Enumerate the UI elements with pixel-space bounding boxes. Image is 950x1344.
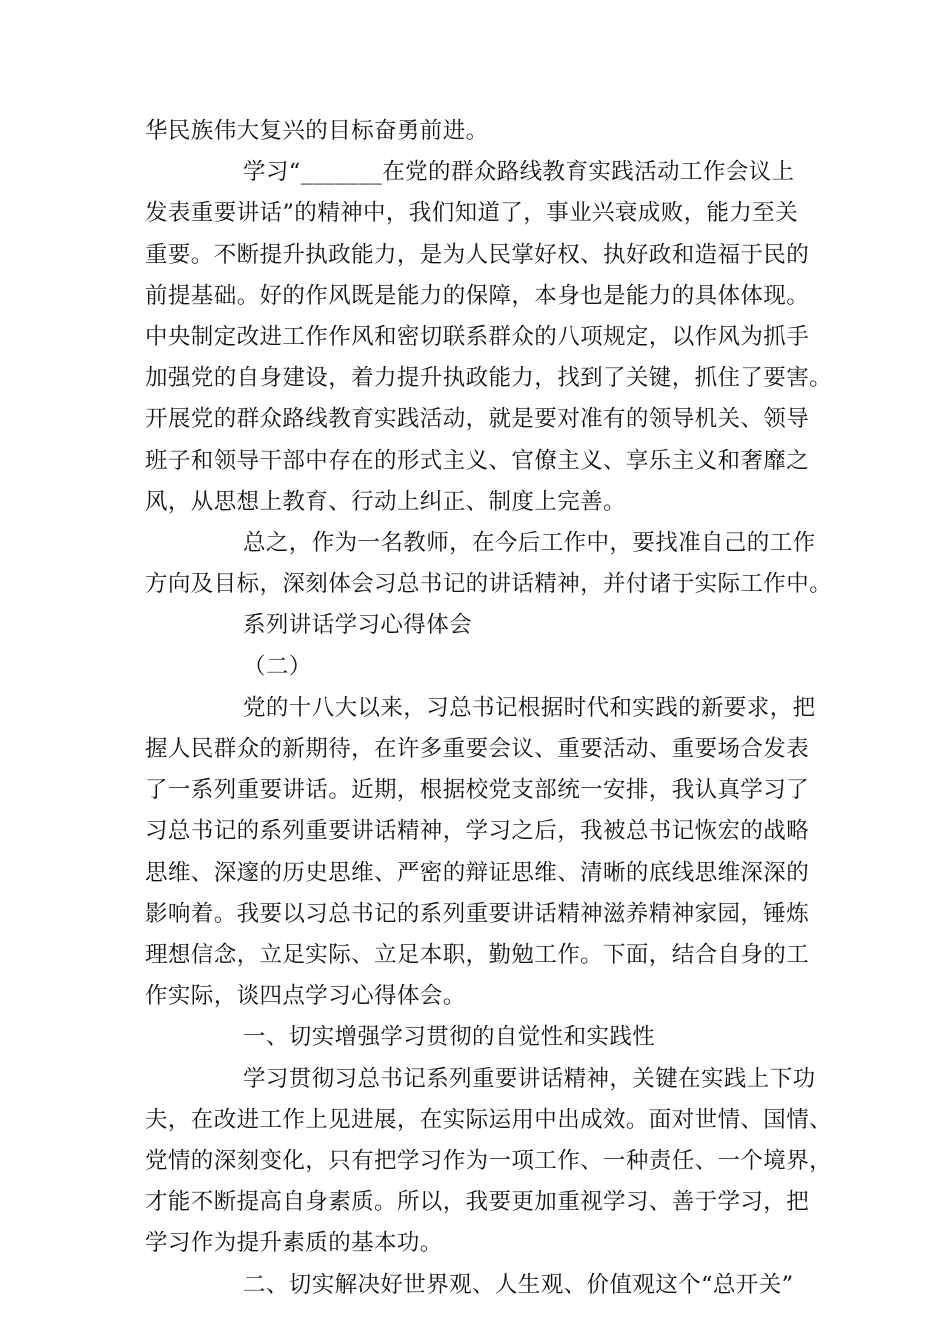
text-line: 才能不断提高自身素质。所以，我要更加重视学习、善于学习，把 bbox=[145, 1189, 810, 1215]
text-line: 党情的深刻变化，只有把学习作为一项工作、一种责任、一个境界， bbox=[145, 1148, 833, 1174]
text-line: 握人民群众的新期待，在许多重要会议、重要活动、重要场合发表 bbox=[145, 736, 810, 762]
text-line: 华民族伟大复兴的目标奋勇前进。 bbox=[145, 118, 489, 144]
text-line: 党的十八大以来，习总书记根据时代和实践的新要求，把 bbox=[243, 695, 816, 721]
text-line: 中央制定改进工作作风和密切联系群众的八项规定，以作风为抓手 bbox=[145, 324, 810, 350]
text-line: 班子和领导干部中存在的形式主义、官僚主义、享乐主义和奢靡之 bbox=[145, 448, 810, 474]
section-number: （二） bbox=[243, 654, 312, 680]
text-line: 发表重要讲话”的精神中，我们知道了，事业兴衰成败，能力至关 bbox=[145, 200, 799, 226]
text-line: 学习作为提升素质的基本功。 bbox=[145, 1230, 443, 1256]
text-line: 重要。不断提升执政能力，是为人民掌好权、执好政和造福于民的 bbox=[145, 242, 810, 268]
section-title: 系列讲话学习心得体会 bbox=[243, 612, 473, 638]
text-line: 思维、深邃的历史思维、严密的辩证思维、清晰的底线思维深深的 bbox=[145, 860, 810, 886]
text-line: 影响着。我要以习总书记的系列重要讲话精神滋养精神家园，锤炼 bbox=[145, 901, 810, 927]
text-line: 学习贯彻习总书记系列重要讲话精神，关键在实践上下功 bbox=[243, 1066, 816, 1092]
text-line: 总之，作为一名教师，在今后工作中，要找准自己的工作 bbox=[243, 530, 816, 556]
text-line: 开展党的群众路线教育实践活动，就是要对准有的领导机关、领导 bbox=[145, 406, 810, 432]
text-line: 习总书记的系列重要讲话精神，学习之后，我被总书记恢宏的战略 bbox=[145, 818, 810, 844]
text-line: 方向及目标，深刻体会习总书记的讲话精神，并付诸于实际工作中。 bbox=[145, 571, 833, 597]
text-line: 前提基础。好的作风既是能力的保障，本身也是能力的具体体现。 bbox=[145, 283, 810, 309]
text-line: 了一系列重要讲话。近期，根据校党支部统一安排，我认真学习了 bbox=[145, 777, 810, 803]
subheading: 二、切实解决好世界观、人生观、价值观这个“总开关” bbox=[243, 1272, 794, 1298]
text-line: 学习“_______在党的群众路线教育实践活动工作会议上 bbox=[243, 159, 795, 185]
text-line: 理想信念，立足实际、立足本职，勤勉工作。下面，结合自身的工 bbox=[145, 942, 810, 968]
text-line: 加强党的自身建设，着力提升执政能力，找到了关键，抓住了要害。 bbox=[145, 365, 833, 391]
text-line: 夫，在改进工作上见进展，在实际运用中出成效。面对世情、国情、 bbox=[145, 1107, 833, 1133]
subheading: 一、切实增强学习贯彻的自觉性和实践性 bbox=[243, 1024, 656, 1050]
text-line: 作实际，谈四点学习心得体会。 bbox=[145, 983, 466, 1009]
text-line: 风，从思想上教育、行动上纠正、制度上完善。 bbox=[145, 489, 626, 515]
